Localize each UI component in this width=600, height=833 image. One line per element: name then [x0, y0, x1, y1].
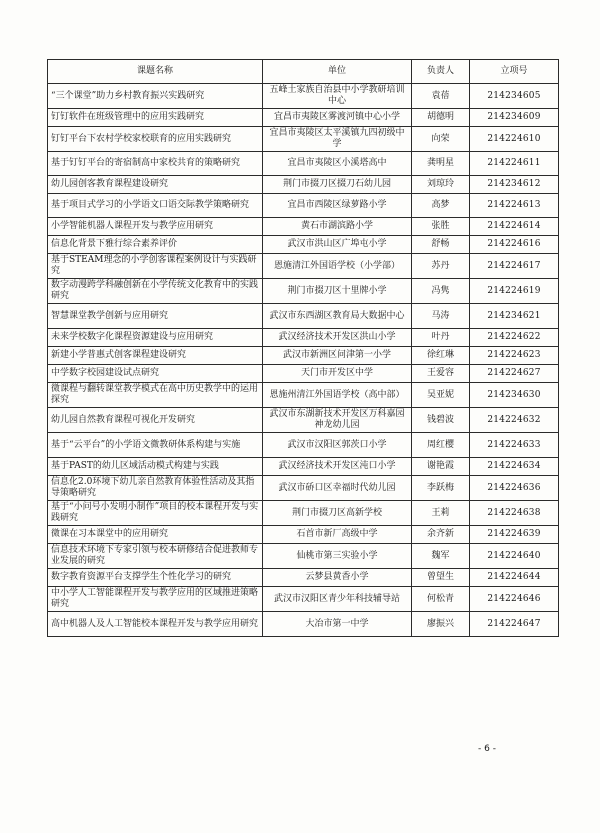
unit-cell: 武汉市硚口区幸福时代幼儿园 [263, 476, 412, 501]
header-project-id: 立项号 [470, 60, 559, 84]
unit-cell: 武汉市新洲区问津第一小学 [263, 347, 412, 365]
table-row [48, 365, 559, 383]
unit-cell: 武汉经济技术开发区洪山小学 [263, 329, 412, 347]
project-id-cell: 214224610 [470, 127, 559, 152]
table-row [48, 304, 559, 329]
lead-cell: 舒畅 [412, 236, 470, 254]
project-name-cell: 高中机器人及人工智能校本课程开发与教学应用研究 [48, 612, 263, 637]
lead-cell: 苏丹 [412, 254, 470, 279]
project-id-cell: 214224622 [470, 329, 559, 347]
unit-cell: 五峰土家族自治县中小学教研培训中心 [263, 84, 412, 109]
header-project-name: 课题名称 [48, 60, 263, 84]
lead-cell: 高梦 [412, 194, 470, 218]
project-id-cell: 214234630 [470, 383, 559, 408]
table-row [48, 612, 559, 637]
project-id-cell: 214224633 [470, 433, 559, 458]
unit-cell: 宜昌市夷陵区太平溪镇九四初级中学 [263, 127, 412, 152]
unit-cell: 荆门市掇刀区掇刀石幼儿园 [263, 176, 412, 194]
lead-cell: 徐红琳 [412, 347, 470, 365]
unit-cell: 武汉市汉阳区青少年科技辅导站 [263, 587, 412, 612]
unit-cell: 仙桃市第三实验小学 [263, 544, 412, 569]
table-row [48, 176, 559, 194]
unit-cell: 天门市开发区中学 [263, 365, 412, 383]
lead-cell: 向荣 [412, 127, 470, 152]
unit-cell: 荆门市掇刀区高新学校 [263, 501, 412, 526]
lead-cell: 袁蓓 [412, 84, 470, 109]
project-name-cell: 信息化2.0环境下幼儿亲自然教育体验性活动及其指导策略研究 [48, 476, 263, 501]
unit-cell: 武汉市洪山区广埠屯小学 [263, 236, 412, 254]
lead-cell: 刘琼玲 [412, 176, 470, 194]
project-name-cell: 基于STEAM理念的小学创客课程案例设计与实践研究 [48, 254, 263, 279]
project-name-cell: 基于“云平台”的小学语文微教研体系构建与实施 [48, 433, 263, 458]
project-id-cell: 214224644 [470, 569, 559, 587]
lead-cell: 李跃梅 [412, 476, 470, 501]
lead-cell: 余齐新 [412, 526, 470, 544]
project-name-cell: 微课在习本课堂中的应用研究 [48, 526, 263, 544]
project-id-cell: 214224640 [470, 544, 559, 569]
table-row [48, 218, 559, 236]
lead-cell: 吴亚妮 [412, 383, 470, 408]
table-row [48, 329, 559, 347]
project-id-cell: 214224638 [470, 501, 559, 526]
lead-cell: 龚明星 [412, 152, 470, 176]
project-id-cell: 214224613 [470, 194, 559, 218]
project-id-cell: 214224617 [470, 254, 559, 279]
project-name-cell: 数字教育资源平台支撑学生个性化学习的研究 [48, 569, 263, 587]
project-id-cell: 214224614 [470, 218, 559, 236]
project-name-cell: 中小学人工智能课程开发与教学应用的区域推进策略研究 [48, 587, 263, 612]
table-row [48, 433, 559, 458]
project-name-cell: 幼儿园创客教育课程建设研究 [48, 176, 263, 194]
table-row [48, 587, 559, 612]
unit-cell: 武汉市东湖新技术开发区万科嘉园神龙幼儿园 [263, 408, 412, 433]
table-row [48, 254, 559, 279]
header-lead: 负责人 [412, 60, 470, 84]
lead-cell: 王莉 [412, 501, 470, 526]
project-name-cell: 基于钉钉平台的寄宿制高中家校共育的策略研究 [48, 152, 263, 176]
lead-cell: 王爱容 [412, 365, 470, 383]
table-row [48, 109, 559, 127]
unit-cell: 宜昌市西陵区绿萝路小学 [263, 194, 412, 218]
unit-cell: 黄石市湖滨路小学 [263, 218, 412, 236]
project-name-cell: 新建小学普惠式创客课程建设研究 [48, 347, 263, 365]
table-row [48, 84, 559, 109]
table-row [48, 383, 559, 408]
unit-cell: 宜昌市夷陵区雾渡河镇中心小学 [263, 109, 412, 127]
project-id-cell: 214224627 [470, 365, 559, 383]
project-name-cell: 钉钉平台下农村学校家校联育的应用实践研究 [48, 127, 263, 152]
project-name-cell: 钉钉软件在班级管理中的应用实践研究 [48, 109, 263, 127]
unit-cell: 宜昌市夷陵区小溪塔高中 [263, 152, 412, 176]
project-name-cell: 未来学校数字化课程资源建设与应用研究 [48, 329, 263, 347]
project-name-cell: 微课程与翻转课堂教学模式在高中历史教学中的运用探究 [48, 383, 263, 408]
project-id-cell: 214224646 [470, 587, 559, 612]
lead-cell: 冯隽 [412, 279, 470, 304]
table-row [48, 544, 559, 569]
lead-cell: 魏军 [412, 544, 470, 569]
project-id-cell: 214224611 [470, 152, 559, 176]
lead-cell: 马涛 [412, 304, 470, 329]
table-row [48, 408, 559, 433]
lead-cell: 钱碧波 [412, 408, 470, 433]
unit-cell: 荆门市掇刀区十里牌小学 [263, 279, 412, 304]
lead-cell: 曾望生 [412, 569, 470, 587]
lead-cell: 何松青 [412, 587, 470, 612]
header-unit: 单位 [263, 60, 412, 84]
lead-cell: 张胜 [412, 218, 470, 236]
project-name-cell: 数字动漫跨学科融创新在小学传统文化教育中的实践研究 [48, 279, 263, 304]
table-row [48, 127, 559, 152]
project-id-cell: 214224639 [470, 526, 559, 544]
project-name-cell: 幼儿园自然教育课程可视化开发研究 [48, 408, 263, 433]
table-row [48, 458, 559, 476]
project-name-cell: 小学智能机器人课程开发与教学应用研究 [48, 218, 263, 236]
lead-cell: 周红樱 [412, 433, 470, 458]
project-id-cell: 214224647 [470, 612, 559, 637]
table-row [48, 569, 559, 587]
table-row [48, 476, 559, 501]
project-id-cell: 214224616 [470, 236, 559, 254]
projects-table [47, 59, 559, 637]
lead-cell: 谢艳霞 [412, 458, 470, 476]
table-row [48, 526, 559, 544]
unit-cell: 恩施清江外国语学校（小学部） [263, 254, 412, 279]
project-id-cell: 214224634 [470, 458, 559, 476]
project-name-cell: 信息化背景下雅行综合素养评价 [48, 236, 263, 254]
project-id-cell: 214224619 [470, 279, 559, 304]
unit-cell: 云梦县黄香小学 [263, 569, 412, 587]
project-id-cell: 214224632 [470, 408, 559, 433]
project-name-cell: 基于项目式学习的小学语文口语交际教学策略研究 [48, 194, 263, 218]
project-id-cell: 214224623 [470, 347, 559, 365]
project-id-cell: 214234621 [470, 304, 559, 329]
table-row [48, 347, 559, 365]
unit-cell: 石首市新厂高级中学 [263, 526, 412, 544]
table-row [48, 501, 559, 526]
unit-cell: 武汉市东西湖区教育局大数据中心 [263, 304, 412, 329]
project-name-cell: 智慧课堂教学创新与应用研究 [48, 304, 263, 329]
project-name-cell: 中学数字校园建设试点研究 [48, 365, 263, 383]
project-name-cell: 基于“小问号小发明小制作”项目的校本课程开发与实践研究 [48, 501, 263, 526]
unit-cell: 大冶市第一中学 [263, 612, 412, 637]
unit-cell: 武汉经济技术开发区沌口小学 [263, 458, 412, 476]
unit-cell: 武汉市汉阳区郭茨口小学 [263, 433, 412, 458]
lead-cell: 廖振兴 [412, 612, 470, 637]
project-id-cell: 214224636 [470, 476, 559, 501]
project-id-cell: 214234609 [470, 109, 559, 127]
header-row [48, 60, 559, 84]
project-id-cell: 214234605 [470, 84, 559, 109]
table-row [48, 236, 559, 254]
lead-cell: 叶丹 [412, 329, 470, 347]
page-number: - 6 - [478, 744, 496, 754]
table-row [48, 152, 559, 176]
unit-cell: 恩施州清江外国语学校（高中部） [263, 383, 412, 408]
project-id-cell: 214234612 [470, 176, 559, 194]
project-name-cell: 信息技术环境下专家引领与校本研修结合促进教师专业发展的研究 [48, 544, 263, 569]
project-name-cell: 基于PAST的幼儿区域活动模式构建与实践 [48, 458, 263, 476]
lead-cell: 胡德明 [412, 109, 470, 127]
project-name-cell: “三个课堂”助力乡村教育振兴实践研究 [48, 84, 263, 109]
table-row [48, 279, 559, 304]
table-row [48, 194, 559, 218]
